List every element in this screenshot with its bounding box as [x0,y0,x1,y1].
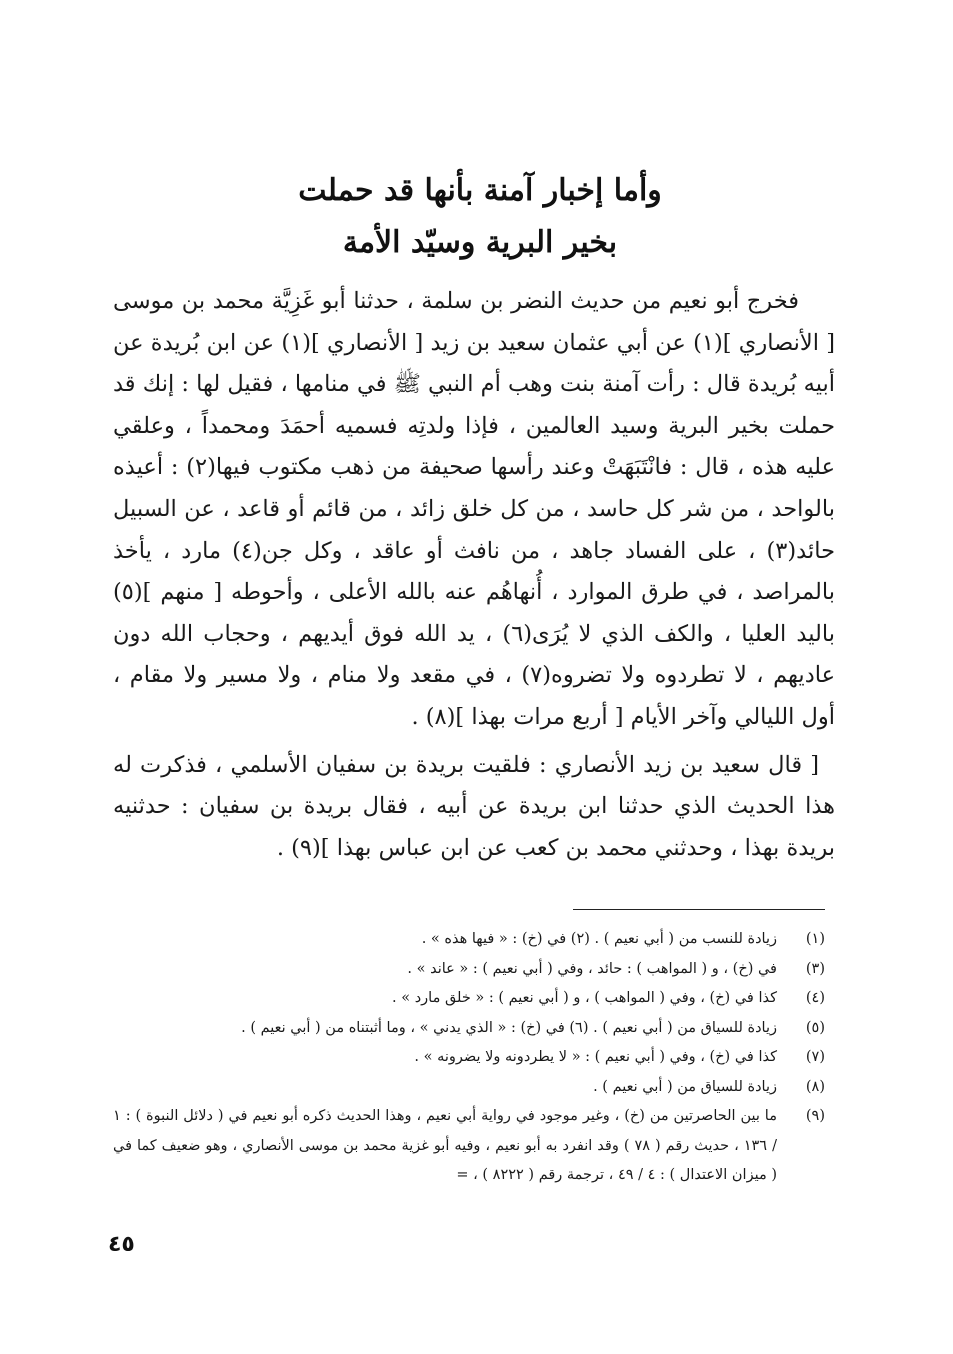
footnote-number: (٥) [805,1019,825,1036]
footnote-row [113,984,825,1014]
chapter-title-line-2: بخير البرية وسيّد الأمة [342,225,618,260]
footnote-number: (١) [805,931,825,947]
footnote-row [113,1043,825,1073]
page-number: ٤٥ [108,1232,135,1257]
footnote-number: (٤) [805,990,825,1006]
footnote-separator [573,909,825,910]
footnote-text: زيادة للسياق من ( أبي نعيم ) . (٦) في (خ) : « الذي يدني » ، وما أثبتناه من ( أبي نعيم ) . [241,1019,777,1036]
footnote-number: (٩) [805,1108,825,1124]
footnote-text: ما بين الحاصرتين من (خ) ، وغير موجود في رواية أبي نعيم ، وهذا الحديث ذكره أبو نعيم في ( دلائل النبوة ) : ١ / ١٣٦ ، حديث رقم ( ٧٨ ) وقد انفرد به أبو نعيم ، وفيه أبو غزية محمد بن موسى الأنصاري ، وهو ضعيف كما في ( ميزان الاعتدال ) : ٤ / ٤٩ ، ترجمة رقم ( ٨٢٢٢ ) ، = [113,1108,777,1183]
footnote-row [113,1073,825,1103]
chapter-title-line-1: وأما إخبار آمنة بأنها قد حملت [298,173,662,208]
footnote-row [113,1102,825,1191]
paragraph-1: فخرج أبو نعيم من حديث النضر بن سلمة ، حدثنا أبو غَزِيَّة محمد بن موسى [ الأنصاري ](١) عن أبي عثمان سعيد بن زيد [ الأنصاري ](١) عن ابن بُريدة عن أبيه بُريدة قال : رأت آمنة بنت وهب أم النبي ﷺ في منامها ، فقيل لها : إنك قد حملت بخير البرية وسيد العالمين ، فإذا ولدتِه فسميه أحمَدَ ومحمداً ، وعلقي عليه هذه ، قال : فانْتَبَهَتْ وعند رأسها صحيفة من ذهب مكتوب فيها(٢) : أعيذه بالواحد ، من شر كل حاسد ، من كل خلق زائد ، من قائم أو قاعد ، عن السبيل حائد(٣) ، على الفساد جاهد ، من نافث أو عاقد ، وكل جن(٤) مارد ، يأخذ بالمراصد ، في طرق الموارد ، أُنهاهُم عنه بالله الأعلى ، وأحوطه [ منهم ](٥) باليد العليا ، والكف الذي لا يُرَى(٦) ، يد الله فوق أيديهم ، وحجاب الله دون عاديهم ، لا تطردوه ولا تضروه(٧) ، في مقعد ولا منام ، ولا مسير ولا مقام ، أول الليالي وآخر الأيام [ أربع مرات بهذا ](٨) . [113,288,836,730]
paragraph-2: [ قال سعيد بن زيد الأنصاري : فلقيت بريدة بن سفيان الأسلمي ، فذكرت له هذا الحديث الذي حدثنا ابن بريدة عن أبيه ، فقال بريدة بن سفيان : حدثنيه بريدة بهذا ، وحدثني محمد بن كعب عن ابن عباس بهذا ](٩) . [113,751,835,861]
footnote-text: زيادة للسياق من ( أبي نعيم ) . [593,1078,777,1095]
footnotes [113,925,825,1191]
footnote-text: كذا في (خ) ، وفي ( أبي نعيم ) : « لا يطردونه ولا يضرونه » . [414,1049,777,1065]
footnote-number: (٨) [805,1078,825,1095]
footnote-number: (٣) [805,960,825,977]
main-text [113,281,835,869]
footnote-text: في (خ) ، و ( المواهب ) : حائد ، وفي ( أبي نعيم ) : « عاند » . [407,960,777,977]
footnote-row [113,955,825,985]
footnote-number: (٧) [805,1049,825,1065]
chapter-title [110,165,850,269]
footnote-row [113,1014,825,1044]
footnote-row [113,925,825,955]
footnote-text: زيادة للنسب من ( أبي نعيم ) . (٢) في (خ) : « فيها هذه » . [421,931,777,947]
footnote-text: كذا في (خ) ، وفي ( المواهب ) ، و ( أبي نعيم ) : « خلق مارد » . [392,990,777,1006]
